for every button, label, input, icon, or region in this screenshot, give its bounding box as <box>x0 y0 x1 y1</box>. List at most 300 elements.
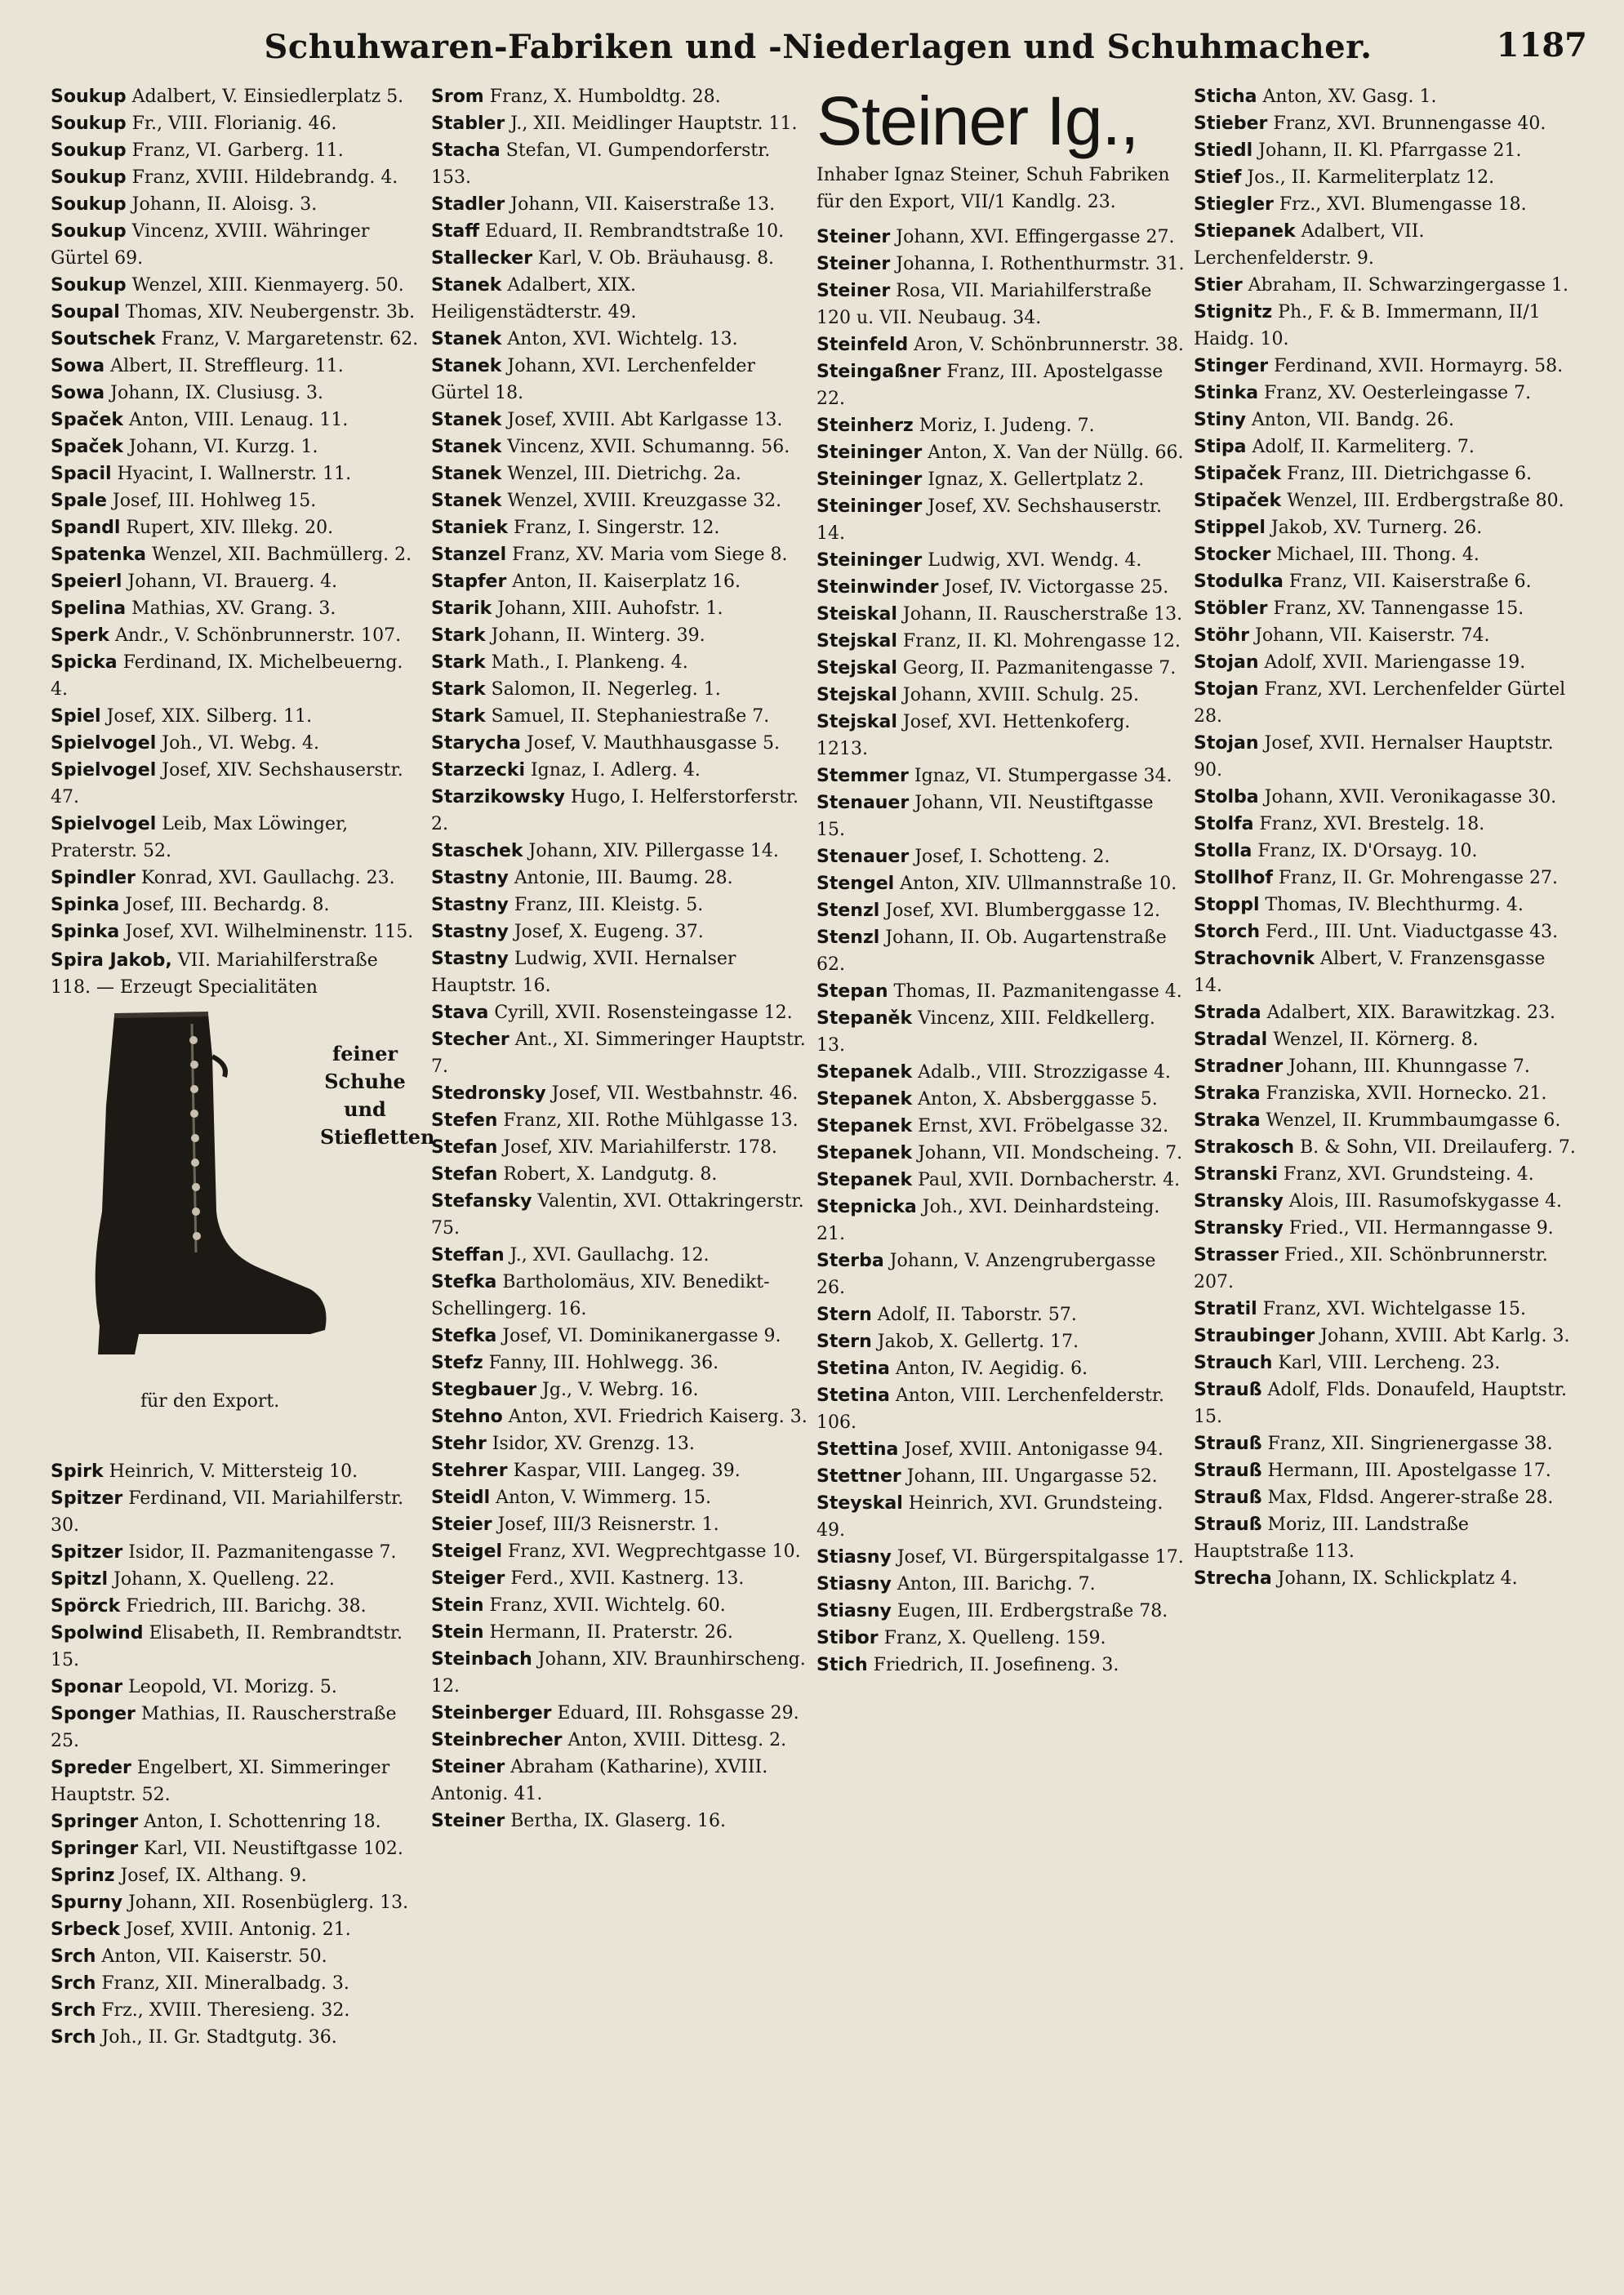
directory-entry <box>431 945 808 999</box>
entry-surname: Spaček <box>51 437 124 457</box>
entry-surname: Springer <box>51 1839 139 1859</box>
column-2 <box>431 83 808 2279</box>
directory-entry <box>1194 1377 1577 1430</box>
entry-details: Vincenz, XVIII. Währinger Gürtel 69. <box>51 221 370 269</box>
entry-surname: Stallecker <box>431 248 533 269</box>
entry-surname: Stern <box>816 1332 872 1352</box>
entry-details: Andr., V. Schönbrunnerstr. 107. <box>109 625 402 646</box>
entry-surname: Stern <box>816 1305 872 1325</box>
entry-surname: Spirk <box>51 1461 104 1482</box>
entry-surname: Stettina <box>816 1439 899 1460</box>
entry-details: B. & Sohn, VII. Dreilauferg. 7. <box>1294 1137 1576 1158</box>
entry-surname: Stiedl <box>1194 140 1253 161</box>
directory-entry <box>51 757 420 811</box>
directory-entry <box>1194 110 1577 137</box>
entry-surname: Soutschek <box>51 329 156 349</box>
entry-surname: Stinger <box>1194 356 1269 376</box>
entry-details: Karl, V. Ob. Bräuhausg. 8. <box>532 248 775 269</box>
entry-details: Franz, XV. Oesterleingasse 7. <box>1258 383 1532 403</box>
entry-surname: Stejskal <box>816 712 897 732</box>
directory-entry <box>51 164 420 191</box>
entry-details: Ph., F. & B. Immermann, II/1 Haidg. 10. <box>1194 302 1541 349</box>
entry-surname: Steyskal <box>816 1493 903 1514</box>
directory-entry <box>51 1485 420 1539</box>
entry-details: Adalbert, XIX. Barawitzkag. 23. <box>1261 1003 1555 1023</box>
entry-details: Johann, XVIII. Abt Karlg. 3. <box>1315 1326 1570 1346</box>
entry-surname: Steinberger <box>431 1703 552 1723</box>
entry-surname: Strauch <box>1194 1353 1273 1373</box>
entry-surname: Storch <box>1194 922 1261 942</box>
entry-details: Franz, XVI. Wichtelgasse 15. <box>1257 1299 1526 1319</box>
entry-surname: Stark <box>431 625 486 646</box>
entry-details: Vincenz, XVII. Schumanng. 56. <box>501 437 790 457</box>
entry-surname: Sterba <box>816 1251 884 1271</box>
directory-entry <box>51 137 420 164</box>
directory-entry <box>1194 1026 1577 1053</box>
entry-surname: Spatenka <box>51 545 147 565</box>
entry-surname: Starzikowsky <box>431 787 565 807</box>
entry-details: Adalbert, V. Einsiedlerplatz 5. <box>126 87 404 107</box>
entry-surname: Stastny <box>431 895 509 915</box>
entry-surname: Stieber <box>1194 113 1268 134</box>
entry-surname: Stodulka <box>1194 572 1284 592</box>
entry-details: Ignaz, I. Adlerg. 4. <box>525 760 701 781</box>
directory-entry <box>1194 218 1577 272</box>
entry-surname: Stanek <box>431 464 502 484</box>
entry-details: Math., I. Plankeng. 4. <box>485 652 688 673</box>
entry-surname: Steigel <box>431 1541 503 1562</box>
entry-surname: Stastny <box>431 922 509 942</box>
entry-surname: Stiasny <box>816 1574 892 1594</box>
entry-surname: Stegbauer <box>431 1380 537 1400</box>
entry-details: Ant., XI. Simmeringer Hauptstr. 7. <box>431 1030 806 1077</box>
entry-surname: Spacil <box>51 464 112 484</box>
entry-surname: Spicka <box>51 652 118 673</box>
entry-surname: Steinherz <box>816 416 914 436</box>
directory-entry <box>816 1490 1186 1544</box>
entry-details: Rosa, VII. Mariahilferstraße 120 u. VII. Neubaug. 34. <box>816 281 1152 328</box>
directory-entry <box>1194 380 1577 407</box>
entry-surname: Stolba <box>1194 787 1259 807</box>
entry-surname: Stanek <box>431 275 502 296</box>
entry-surname: Spandl <box>51 518 121 538</box>
directory-entry <box>816 1463 1186 1490</box>
entry-surname: Steininger <box>816 443 923 463</box>
entry-surname: Spreder <box>51 1758 131 1778</box>
entry-details: Aron, V. Schönbrunnerstr. 38. <box>908 335 1184 355</box>
entry-surname: Steiner <box>816 254 891 274</box>
directory-entry <box>1194 1107 1577 1134</box>
entry-details: Josef, I. Schotteng. 2. <box>909 847 1110 867</box>
directory-entry <box>51 892 420 918</box>
entry-details: Paul, XVII. Dornbacherstr. 4. <box>912 1170 1181 1190</box>
entry-surname: Stoppl <box>1194 895 1260 915</box>
entry-details: Josef, XVI. Wilhelminenstr. 115. <box>119 922 414 942</box>
column-2-entries <box>431 83 808 1835</box>
entry-surname: Stipaček <box>1194 464 1282 484</box>
directory-entry <box>816 412 1186 439</box>
entry-details: Franz, XVI. Lerchenfelder Gürtel 28. <box>1194 679 1566 727</box>
entry-surname: Stranski <box>1194 1164 1278 1185</box>
directory-entry <box>1194 460 1577 487</box>
directory-entry <box>431 1754 808 1808</box>
entry-surname: Soukup <box>51 221 127 242</box>
directory-entry <box>431 326 808 353</box>
directory-entry <box>431 1592 808 1619</box>
entry-details: Johann, III. Khunngasse 7. <box>1283 1056 1530 1077</box>
entry-details: Jg., V. Webrg. 16. <box>536 1380 699 1400</box>
directory-entry <box>51 568 420 595</box>
entry-surname: Stepanek <box>816 1089 913 1110</box>
entry-surname: Stejskal <box>816 685 897 705</box>
entry-surname: Stignitz <box>1194 302 1273 322</box>
directory-entry <box>51 1539 420 1566</box>
entry-details: Josef, XVIII. Antonigasse 94. <box>898 1439 1163 1460</box>
entry-details: Johann, XVIII. Schulg. 25. <box>897 685 1140 705</box>
entry-details: Fried., XII. Schönbrunnerstr. 207. <box>1194 1245 1548 1292</box>
entry-details: Franz, XVIII. Hildebrandg. 4. <box>126 167 398 188</box>
entry-details: Johann, III. Ungargasse 52. <box>901 1466 1158 1487</box>
directory-entry <box>816 655 1186 682</box>
entry-surname: Steiskal <box>816 604 897 625</box>
entry-details: Josef, VII. Westbahnstr. 46. <box>545 1083 799 1104</box>
directory-entry <box>431 1026 808 1080</box>
entry-surname: Stöhr <box>1194 625 1249 646</box>
entry-details: Franz, X. Quelleng. 159. <box>878 1628 1106 1648</box>
entry-surname: Stedronsky <box>431 1083 546 1104</box>
entry-surname: Stemmer <box>816 766 909 786</box>
entry-details: Franz, IX. D'Orsayg. 10. <box>1252 841 1478 861</box>
entry-details: Adolf, II. Karmeliterg. 7. <box>1246 437 1475 457</box>
directory-entry <box>431 703 808 730</box>
entry-details: Thomas, XIV. Neubergenstr. 3b. <box>119 302 416 322</box>
directory-entry <box>816 601 1186 628</box>
directory-entry <box>431 1107 808 1134</box>
entry-details: Georg, II. Pazmanitengasse 7. <box>897 658 1177 678</box>
directory-entry <box>51 1701 420 1755</box>
entry-surname: Steingaßner <box>816 362 941 382</box>
entry-details: Friedrich, III. Barichg. 38. <box>120 1596 367 1617</box>
entry-surname: Soukup <box>51 113 127 134</box>
directory-entry <box>816 466 1186 493</box>
entry-details: Hermann, III. Apostelgasse 17. <box>1261 1461 1551 1481</box>
directory-entry <box>1194 1161 1577 1188</box>
entry-surname: Spelina <box>51 598 127 619</box>
directory-entry <box>51 1889 420 1916</box>
directory-entry <box>51 514 420 541</box>
entry-details: Rupert, XIV. Illekg. 20. <box>120 518 334 538</box>
directory-entry <box>51 460 420 487</box>
entry-details: Franz, V. Margaretenstr. 62. <box>155 329 419 349</box>
entry-surname: Stefz <box>431 1353 483 1373</box>
entry-surname: Staschek <box>431 841 523 861</box>
entry-details: Johann, XIV. Pillergasse 14. <box>523 841 779 861</box>
directory-entry <box>51 487 420 514</box>
spira-name: Spira Jakob, <box>51 950 172 971</box>
directory-entry <box>1194 595 1577 622</box>
entry-surname: Stiasny <box>816 1547 892 1568</box>
entry-details: Josef, XVIII. Abt Karlgasse 13. <box>501 410 783 430</box>
directory-entry <box>816 1194 1186 1248</box>
entry-details: Hugo, I. Helferstorferstr. 2. <box>431 787 799 834</box>
entry-details: Anton, XVI. Friedrich Kaiserg. 3. <box>502 1407 808 1427</box>
entry-details: Mathias, XV. Grang. 3. <box>126 598 336 619</box>
directory-entry <box>431 838 808 865</box>
directory-entry <box>1194 999 1577 1026</box>
entry-surname: Sponger <box>51 1704 136 1724</box>
directory-entry <box>431 137 808 191</box>
entry-details: Johann, II. Ob. Augartenstraße 62. <box>816 927 1167 975</box>
entry-details: Wenzel, II. Krummbaumgasse 6. <box>1260 1110 1561 1131</box>
directory-entry <box>816 924 1186 978</box>
directory-entry <box>431 730 808 757</box>
entry-details: Anton, VII. Kaiserstr. 50. <box>96 1946 327 1967</box>
entry-details: Stefan, VI. Gumpendorferstr. 153. <box>431 140 771 188</box>
directory-entry <box>431 353 808 407</box>
directory-entry <box>816 251 1186 278</box>
directory-entry <box>816 1248 1186 1301</box>
entry-surname: Steinfeld <box>816 335 909 355</box>
entry-details: Ludwig, XVII. Hernalser Hauptstr. 16. <box>431 949 736 996</box>
entry-details: Moriz, III. Landstraße Hauptstraße 113. <box>1194 1514 1469 1562</box>
directory-entry <box>51 272 420 299</box>
page-title: Schuhwaren-Fabriken und -Niederlagen und Schuhmacher. <box>264 28 1373 66</box>
entry-details: Josef, XVIII. Antonig. 21. <box>120 1919 351 1940</box>
directory-entry <box>431 83 808 110</box>
entry-surname: Staff <box>431 221 480 242</box>
entry-details: Antonie, III. Baumg. 28. <box>508 868 733 888</box>
entry-surname: Steiner <box>431 1757 505 1777</box>
directory-entry <box>1194 649 1577 676</box>
entry-details: Anton, X. Absberggasse 5. <box>912 1089 1158 1110</box>
entry-surname: Strauß <box>1194 1488 1262 1508</box>
entry-details: Anton, III. Barichg. 7. <box>891 1574 1096 1594</box>
directory-entry <box>431 110 808 137</box>
entry-details: Eugen, III. Erdbergstraße 78. <box>891 1601 1168 1621</box>
entry-surname: Starik <box>431 598 492 619</box>
directory-entry <box>1194 83 1577 110</box>
directory-entry <box>51 2024 420 2051</box>
directory-entry <box>1194 945 1577 999</box>
directory-entry <box>1194 487 1577 514</box>
directory-entry <box>431 1619 808 1646</box>
directory-entry <box>816 224 1186 251</box>
directory-entry <box>431 1538 808 1565</box>
entry-details: Anton, XV. Gasg. 1. <box>1257 87 1437 107</box>
entry-surname: Strauß <box>1194 1434 1262 1454</box>
entry-surname: Strauß <box>1194 1461 1262 1481</box>
entry-surname: Sperk <box>51 625 109 646</box>
page-header <box>49 23 1587 72</box>
entry-surname: Soukup <box>51 194 127 215</box>
directory-entry <box>51 1916 420 1943</box>
directory-entry <box>51 1674 420 1701</box>
entry-surname: Soupal <box>51 302 120 322</box>
entry-surname: Stastny <box>431 868 509 888</box>
entry-details: Mathias, II. Rauscherstraße 25. <box>51 1704 397 1751</box>
entry-details: Johann, VII. Mondscheing. 7. <box>912 1143 1183 1163</box>
directory-entry <box>51 1755 420 1808</box>
directory-entry <box>431 784 808 838</box>
directory-entry <box>1194 568 1577 595</box>
entry-details: Isidor, XV. Grenzg. 13. <box>486 1434 695 1454</box>
directory-entry <box>431 918 808 945</box>
directory-entry <box>1194 1457 1577 1484</box>
directory-entry <box>431 1188 808 1242</box>
entry-surname: Stein <box>431 1595 484 1616</box>
directory-entry <box>1194 784 1577 811</box>
directory-entry <box>431 1430 808 1457</box>
directory-entry <box>816 439 1186 466</box>
entry-details: Konrad, XVI. Gaullachg. 23. <box>135 868 395 888</box>
entry-surname: Stengel <box>816 874 895 894</box>
directory-entry <box>431 1727 808 1754</box>
directory-entry <box>51 1593 420 1620</box>
entry-details: Johann, XIII. Auhofstr. 1. <box>492 598 723 619</box>
directory-entry <box>1194 1511 1577 1565</box>
entry-surname: Stefka <box>431 1326 497 1346</box>
entry-surname: Stiasny <box>816 1601 892 1621</box>
entry-surname: Soukup <box>51 167 127 188</box>
entry-surname: Steier <box>431 1514 492 1535</box>
entry-details: Johann, XVI. Lerchenfelder Gürtel 18. <box>431 356 755 403</box>
directory-entry <box>431 568 808 595</box>
entry-details: Josef, VI. Dominikanergasse 9. <box>496 1326 781 1346</box>
entry-details: Johann, VII. Neustiftgasse 15. <box>816 793 1154 840</box>
entry-surname: Stier <box>1194 275 1243 296</box>
entry-details: Anton, V. Wimmerg. 15. <box>490 1488 712 1508</box>
entry-details: Isidor, II. Pazmanitengasse 7. <box>122 1542 397 1563</box>
directory-entry <box>431 1403 808 1430</box>
entry-surname: Stepan <box>816 981 888 1002</box>
entry-surname: Stepanek <box>816 1062 913 1083</box>
entry-details: Franz, XVI. Brestelg. 18. <box>1253 814 1485 834</box>
entry-details: Johann, V. Anzengrubergasse 26. <box>816 1251 1156 1298</box>
directory-entry <box>1194 865 1577 892</box>
entry-surname: Steiner <box>431 1811 505 1831</box>
directory-entry <box>816 789 1186 843</box>
entry-surname: Strauß <box>1194 1514 1262 1535</box>
directory-entry <box>816 547 1186 574</box>
entry-details: Anton, II. Kaiserplatz 16. <box>506 572 741 592</box>
page-number: 1187 <box>1496 26 1587 64</box>
entry-details: Franz, X. Humboldtg. 28. <box>483 87 721 107</box>
entry-surname: Steinwinder <box>816 577 939 598</box>
directory-entry <box>51 811 420 865</box>
entry-details: Ludwig, XVI. Wendg. 4. <box>922 550 1142 571</box>
directory-entry <box>816 1355 1186 1382</box>
entry-surname: Steiger <box>431 1568 505 1589</box>
directory-entry <box>51 1970 420 1997</box>
entry-details: Franz, III. Dietrichgasse 6. <box>1281 464 1533 484</box>
entry-surname: Stenzl <box>816 901 880 921</box>
directory-entry <box>1194 299 1577 353</box>
entry-details: Wenzel, XVIII. Kreuzgasse 32. <box>501 491 782 511</box>
entry-surname: Stettner <box>816 1466 901 1487</box>
entry-surname: Sticha <box>1194 87 1257 107</box>
directory-entry <box>1194 514 1577 541</box>
entry-surname: Steininger <box>816 550 923 571</box>
directory-entry <box>431 1161 808 1188</box>
entry-details: Anton, XVIII. Dittesg. 2. <box>562 1730 787 1750</box>
entry-details: Anton, XIV. Ullmannstraße 10. <box>894 874 1177 894</box>
entry-details: Wenzel, XIII. Kienmayerg. 50. <box>126 275 404 296</box>
entry-details: Hyacint, I. Wallnerstr. 11. <box>111 464 352 484</box>
entry-surname: Steinbrecher <box>431 1730 563 1750</box>
directory-entry <box>816 709 1186 763</box>
directory-entry <box>431 1511 808 1538</box>
entry-surname: Stipaček <box>1194 491 1282 511</box>
entry-details: Johann, II. Rauscherstraße 13. <box>897 604 1183 625</box>
entry-details: Wenzel, III. Dietrichg. 2a. <box>501 464 741 484</box>
directory-entry <box>431 757 808 784</box>
entry-surname: Stolla <box>1194 841 1252 861</box>
entry-surname: Stecher <box>431 1030 509 1050</box>
entry-surname: Stark <box>431 679 486 700</box>
entry-surname: Stejskal <box>816 658 897 678</box>
entry-details: Adalbert, XIX. Heiligenstädterstr. 49. <box>431 275 637 322</box>
entry-surname: Strada <box>1194 1003 1261 1023</box>
directory-entry <box>1194 1215 1577 1242</box>
entry-details: Ignaz, VI. Stumpergasse 34. <box>908 766 1172 786</box>
entry-details: Anton, X. Van der Nüllg. 66. <box>922 443 1184 463</box>
directory-entry <box>431 676 808 703</box>
entry-surname: Srch <box>51 1946 96 1967</box>
directory-entry <box>431 865 808 892</box>
directory-entry <box>431 595 808 622</box>
entry-surname: Stanek <box>431 410 502 430</box>
entry-details: Ernst, XVI. Fröbelgasse 32. <box>912 1116 1169 1136</box>
directory-entry <box>431 191 808 218</box>
directory-entry <box>51 703 420 730</box>
entry-surname: Srch <box>51 2027 96 2048</box>
entry-details: Franz, II. Kl. Mohrengasse 12. <box>897 631 1181 652</box>
directory-entry <box>431 487 808 514</box>
entry-surname: Stadler <box>431 194 505 215</box>
directory-entry <box>51 434 420 460</box>
entry-details: Johann, II. Winterg. 39. <box>485 625 705 646</box>
entry-surname: Sowa <box>51 383 105 403</box>
column-1 <box>51 83 435 2279</box>
entry-surname: Srch <box>51 2000 96 2021</box>
entry-details: Franz, XII. Mineralbadg. 3. <box>96 1973 349 1994</box>
directory-entry <box>431 434 808 460</box>
entry-details: Jos., II. Karmeliterplatz 12. <box>1241 167 1495 188</box>
entry-details: Anton, VIII. Lenaug. 11. <box>123 410 349 430</box>
entry-surname: Steininger <box>816 496 923 517</box>
entry-details: Ferd., XVII. Kastnerg. 13. <box>505 1568 745 1589</box>
entry-details: Max, Fldsd. Angerer-straße 28. <box>1261 1488 1554 1508</box>
boot-caption: für den Export. <box>140 1391 280 1412</box>
entry-details: Salomon, II. Negerleg. 1. <box>485 679 721 700</box>
directory-entry <box>816 493 1186 547</box>
directory-entry <box>51 299 420 326</box>
entry-surname: Srom <box>431 87 484 107</box>
directory-entry <box>431 1323 808 1350</box>
entry-surname: Soukup <box>51 275 127 296</box>
column-1-entries-a <box>51 83 420 945</box>
directory-entry <box>816 897 1186 924</box>
directory-entry <box>1194 811 1577 838</box>
directory-entry <box>51 1943 420 1970</box>
entry-surname: Steidl <box>431 1488 491 1508</box>
entry-surname: Strecha <box>1194 1568 1272 1589</box>
entry-details: Franz, VI. Garberg. 11. <box>126 140 344 161</box>
entry-surname: Spitzer <box>51 1542 123 1563</box>
entry-details: Anton, VIII. Lerchenfelderstr. 106. <box>816 1385 1164 1433</box>
directory-entry <box>51 541 420 568</box>
entry-surname: Soukup <box>51 87 127 107</box>
